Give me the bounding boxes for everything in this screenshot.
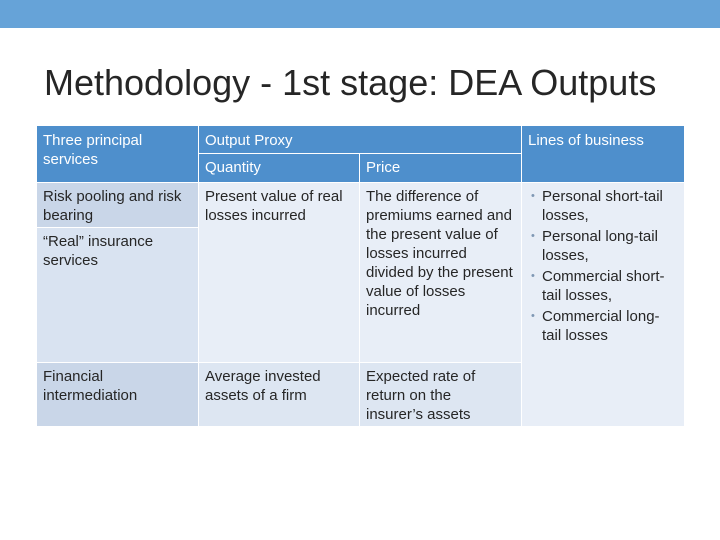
row2-service-label: Financial intermediation [43, 368, 138, 404]
list-item [528, 187, 676, 225]
row1-quantity-cell [199, 183, 359, 362]
list-item [528, 267, 676, 305]
header-lines-label: Lines of business [528, 132, 644, 149]
header-services-label: Three principal services [43, 132, 143, 168]
line-item-label: Personal long-tail losses, [542, 228, 658, 264]
line-item-label: Personal short-tail losses, [542, 188, 663, 224]
bullet-icon: • [531, 230, 535, 242]
list-item [528, 227, 676, 265]
header-price-label: Price [366, 159, 401, 176]
list-item [528, 307, 676, 345]
row1-service-sub-label: “Real” insurance services [43, 233, 154, 269]
header-services [37, 126, 198, 182]
header-quantity [199, 154, 359, 182]
row2-quantity-cell [199, 363, 359, 426]
line-item-label: Commercial short-tail losses, [542, 268, 665, 304]
row1-quantity-label: Present value of real losses incurred [205, 188, 343, 224]
row1-price-label: The difference of premiums earned and the present value of losses incurred divided by the present value of losses incurred [366, 188, 513, 319]
header-price [360, 154, 521, 182]
row1-service-label: Risk pooling and risk bearing [43, 188, 182, 224]
bullet-icon: • [531, 270, 535, 282]
row2-service-cell [37, 363, 198, 426]
header-output-proxy-label: Output Proxy [205, 132, 293, 149]
row1-service-sub-cell [37, 228, 198, 362]
top-accent-bar [0, 0, 720, 28]
header-output-proxy [199, 126, 521, 153]
row2-price-cell [360, 363, 521, 426]
header-lines-of-business [522, 126, 684, 182]
line-item-label: Commercial long-tail losses [542, 308, 660, 344]
bullet-icon: • [531, 190, 535, 202]
header-quantity-label: Quantity [205, 159, 261, 176]
slide-title: Methodology - 1st stage: DEA Outputs [44, 62, 657, 103]
row2-price-label: Expected rate of return on the insurer’s assets [366, 368, 476, 423]
lines-of-business-cell [522, 183, 684, 426]
row1-price-cell [360, 183, 521, 362]
lines-list [528, 187, 676, 345]
row2-quantity-label: Average invested assets of a firm [205, 368, 321, 404]
bullet-icon: • [531, 310, 535, 322]
row1-service-cell [37, 183, 198, 227]
